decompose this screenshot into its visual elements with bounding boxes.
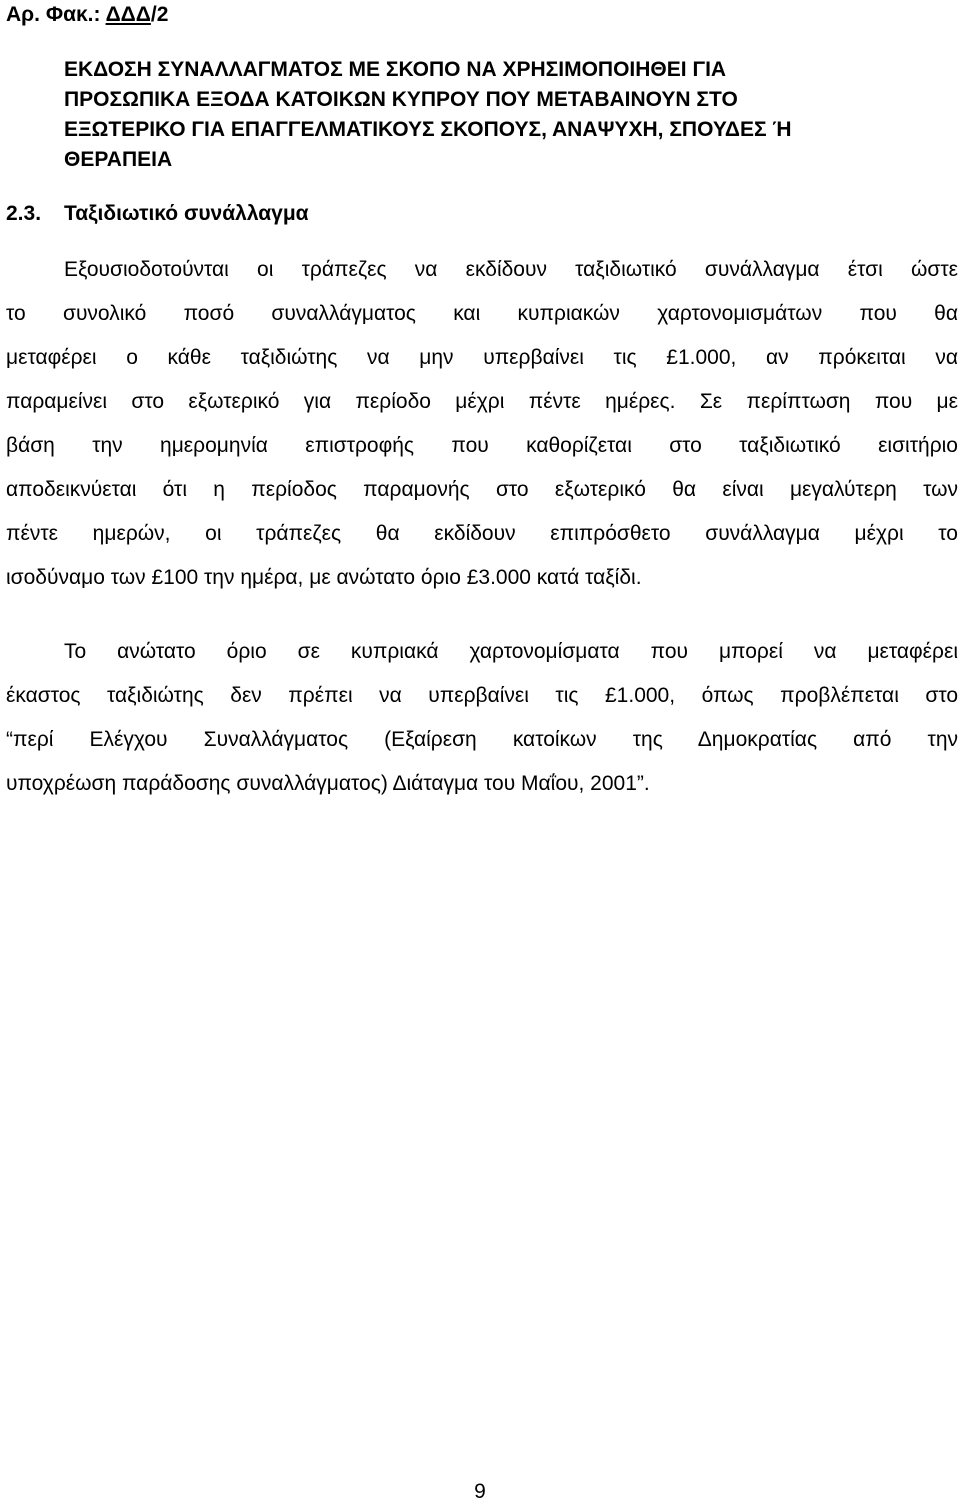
paragraph-line: ισοδύναμο των £100 την ημέρα, με ανώτατο όριο £3.000 κατά ταξίδι.	[6, 566, 642, 589]
paragraph-line: έκαστος ταξιδιώτης δεν πρέπει να υπερβαίνει τις £1.000, όπως προβλέπεται στο	[6, 684, 958, 707]
title-line: ΠΡΟΣΩΠΙΚΑ ΕΞΟΔΑ ΚΑΤΟΙΚΩΝ ΚΥΠΡΟΥ ΠΟΥ ΜΕΤΑΒΑΙΝΟΥΝ ΣΤΟ	[64, 88, 738, 111]
paragraph-line: βάση την ημερομηνία επιστροφής που καθορίζεται στο ταξιδιωτικό εισιτήριο	[6, 434, 958, 457]
paragraph-line: το συνολικό ποσό συναλλάγματος και κυπριακών χαρτονομισμάτων που θα	[6, 302, 958, 325]
paragraph-line: Εξουσιοδοτούνται οι τράπεζες να εκδίδουν ταξιδιωτικό συνάλλαγμα έτσι ώστε	[64, 258, 958, 281]
document-title	[64, 55, 956, 175]
paragraph-line: Το ανώτατο όριο σε κυπριακά χαρτονομίσματα που μπορεί να μεταφέρει	[64, 640, 958, 663]
section-title: Ταξιδιωτικό συνάλλαγμα	[64, 202, 309, 225]
paragraph-line: αποδεικνύεται ότι η περίοδος παραμονής στο εξωτερικό θα είναι μεγαλύτερη των	[6, 478, 958, 501]
file-ref-prefix: Αρ. Φακ.:	[6, 3, 106, 26]
paragraph-line: υποχρέωση παράδοσης συναλλάγματος) Διάταγμα του Μαΐου, 2001”.	[6, 772, 650, 795]
file-ref-code: ΔΔΔ	[105, 3, 151, 26]
title-line: ΕΞΩΤΕΡΙΚΟ ΓΙΑ ΕΠΑΓΓΕΛΜΑΤΙΚΟΥΣ ΣΚΟΠΟΥΣ, ΑΝΑΨΥΧΗ, ΣΠΟΥΔΕΣ Ή	[64, 118, 792, 141]
paragraph-line: πέντε ημερών, οι τράπεζες θα εκδίδουν επιπρόσθετο συνάλλαγμα μέχρι το	[6, 522, 958, 545]
title-line: ΘΕΡΑΠΕΙΑ	[64, 148, 173, 171]
title-line: ΕΚΔΟΣΗ ΣΥΝΑΛΛΑΓΜΑΤΟΣ ΜΕ ΣΚΟΠΟ ΝΑ ΧΡΗΣΙΜΟΠΟΙΗΘΕΙ ΓΙΑ	[64, 58, 727, 81]
file-reference	[6, 2, 168, 28]
file-ref-suffix: /2	[150, 3, 169, 26]
paragraph-banknote-limit	[6, 630, 958, 806]
paragraph-line: παραμείνει στο εξωτερικό για περίοδο μέχρι πέντε ημέρες. Σε περίπτωση που με	[6, 390, 958, 413]
paragraph-line: μεταφέρει ο κάθε ταξιδιώτης να μην υπερβαίνει τις £1.000, αν πρόκειται να	[6, 346, 958, 369]
paragraph-line: “περί Ελέγχου Συναλλάγματος (Εξαίρεση κατοίκων της Δημοκρατίας από την	[6, 728, 958, 751]
section-heading	[6, 200, 309, 228]
paragraph-travel-allowance	[6, 248, 958, 600]
section-number: 2.3.	[6, 202, 42, 225]
page-number: 9	[474, 1480, 486, 1503]
